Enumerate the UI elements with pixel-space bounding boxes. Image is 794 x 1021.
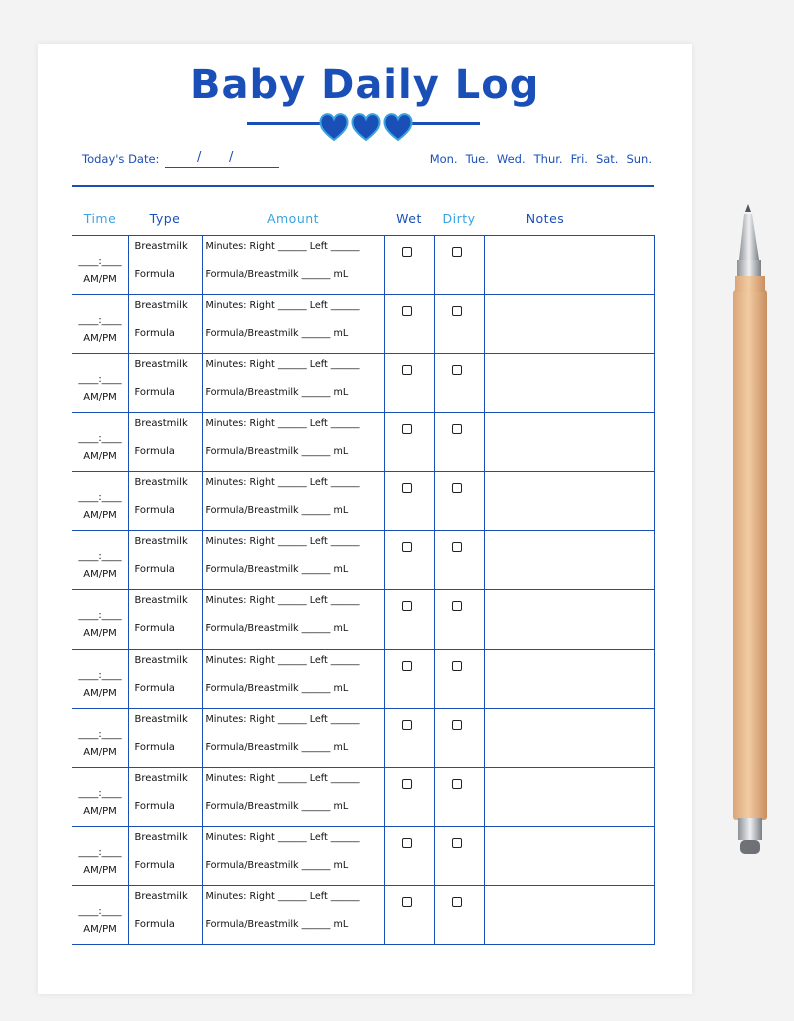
time-blank: ____:____ <box>78 551 122 563</box>
dirty-checkbox[interactable] <box>452 306 462 316</box>
wet-cell <box>384 354 434 413</box>
type-cell <box>128 708 202 767</box>
ml-line: Formula/Breastmilk ______ mL <box>205 387 349 399</box>
date-separator-1: / <box>197 150 202 165</box>
time-cell[interactable] <box>72 295 128 354</box>
amount-cell[interactable] <box>202 354 384 413</box>
column-header-wet: Wet <box>396 211 422 226</box>
ampm-label: AM/PM <box>83 864 117 876</box>
time-blank: ____:____ <box>78 669 122 681</box>
day-fri[interactable]: Fri. <box>570 152 588 166</box>
type-cell <box>128 767 202 826</box>
log-row <box>72 590 654 649</box>
log-row <box>72 767 654 826</box>
dirty-checkbox[interactable] <box>452 424 462 434</box>
time-blank: ____:____ <box>78 905 122 917</box>
type-breastmilk: Breastmilk <box>134 831 188 843</box>
feeding-log-table <box>72 235 655 945</box>
day-sun[interactable]: Sun. <box>626 152 652 166</box>
amount-cell[interactable] <box>202 531 384 590</box>
notes-cell[interactable] <box>484 767 654 826</box>
type-breastmilk: Breastmilk <box>134 300 188 312</box>
day-wed[interactable]: Wed. <box>496 152 526 166</box>
amount-cell[interactable] <box>202 885 384 944</box>
dirty-cell <box>434 472 484 531</box>
time-blank: ____:____ <box>78 610 122 622</box>
minutes-line: Minutes: Right ______ Left ______ <box>205 418 360 430</box>
ampm-label: AM/PM <box>83 628 117 640</box>
minutes-line: Minutes: Right ______ Left ______ <box>205 831 360 843</box>
dirty-checkbox[interactable] <box>452 779 462 789</box>
ampm-label: AM/PM <box>83 510 117 522</box>
time-cell[interactable] <box>72 413 128 472</box>
dirty-cell <box>434 708 484 767</box>
time-cell[interactable] <box>72 649 128 708</box>
wet-checkbox[interactable] <box>402 483 412 493</box>
ampm-label: AM/PM <box>83 805 117 817</box>
log-row <box>72 708 654 767</box>
wet-cell <box>384 236 434 295</box>
minutes-line: Minutes: Right ______ Left ______ <box>205 359 360 371</box>
notes-cell[interactable] <box>484 472 654 531</box>
type-cell <box>128 354 202 413</box>
time-cell[interactable] <box>72 885 128 944</box>
dirty-cell <box>434 413 484 472</box>
wet-checkbox[interactable] <box>402 247 412 257</box>
type-cell <box>128 413 202 472</box>
type-cell <box>128 885 202 944</box>
time-cell[interactable] <box>72 767 128 826</box>
ml-line: Formula/Breastmilk ______ mL <box>205 741 349 753</box>
notes-cell[interactable] <box>484 590 654 649</box>
column-header-dirty: Dirty <box>442 211 476 226</box>
day-thur[interactable]: Thur. <box>533 152 563 166</box>
type-breastmilk: Breastmilk <box>134 713 188 725</box>
type-cell <box>128 472 202 531</box>
dirty-checkbox[interactable] <box>452 247 462 257</box>
notes-cell[interactable] <box>484 354 654 413</box>
type-breastmilk: Breastmilk <box>134 595 188 607</box>
dirty-cell <box>434 767 484 826</box>
time-blank: ____:____ <box>78 315 122 327</box>
notes-cell[interactable] <box>484 826 654 885</box>
time-blank: ____:____ <box>78 492 122 504</box>
minutes-line: Minutes: Right ______ Left ______ <box>205 536 360 548</box>
log-row <box>72 413 654 472</box>
date-label: Today's Date: <box>82 152 160 166</box>
ampm-label: AM/PM <box>83 569 117 581</box>
notes-cell[interactable] <box>484 885 654 944</box>
dirty-cell <box>434 354 484 413</box>
wet-checkbox[interactable] <box>402 365 412 375</box>
wet-checkbox[interactable] <box>402 779 412 789</box>
log-row <box>72 649 654 708</box>
wet-cell <box>384 472 434 531</box>
time-cell[interactable] <box>72 826 128 885</box>
header-divider <box>72 185 654 187</box>
wet-cell <box>384 649 434 708</box>
notes-cell[interactable] <box>484 413 654 472</box>
dirty-checkbox[interactable] <box>452 483 462 493</box>
log-row <box>72 531 654 590</box>
dirty-cell <box>434 826 484 885</box>
dirty-cell <box>434 236 484 295</box>
minutes-line: Minutes: Right ______ Left ______ <box>205 654 360 666</box>
time-cell[interactable] <box>72 472 128 531</box>
time-cell[interactable] <box>72 590 128 649</box>
dirty-cell <box>434 885 484 944</box>
wet-checkbox[interactable] <box>402 720 412 730</box>
type-formula: Formula <box>134 564 175 576</box>
ml-line: Formula/Breastmilk ______ mL <box>205 446 349 458</box>
wet-cell <box>384 767 434 826</box>
type-formula: Formula <box>134 505 175 517</box>
minutes-line: Minutes: Right ______ Left ______ <box>205 713 360 725</box>
ampm-label: AM/PM <box>83 451 117 463</box>
hearts-icon <box>318 110 414 144</box>
type-formula: Formula <box>134 800 175 812</box>
wet-checkbox[interactable] <box>402 424 412 434</box>
ampm-label: AM/PM <box>83 333 117 345</box>
dirty-checkbox[interactable] <box>452 838 462 848</box>
type-breastmilk: Breastmilk <box>134 536 188 548</box>
time-cell[interactable] <box>72 708 128 767</box>
weekday-list <box>430 152 652 166</box>
dirty-cell <box>434 295 484 354</box>
type-breastmilk: Breastmilk <box>134 477 188 489</box>
date-row <box>82 150 652 170</box>
type-breastmilk: Breastmilk <box>134 890 188 902</box>
page-title: Baby Daily Log <box>190 62 540 108</box>
column-header-notes: Notes <box>525 211 565 226</box>
type-breastmilk: Breastmilk <box>134 772 188 784</box>
amount-cell[interactable] <box>202 236 384 295</box>
title-underline-left <box>247 122 322 125</box>
ml-line: Formula/Breastmilk ______ mL <box>205 505 349 517</box>
ml-line: Formula/Breastmilk ______ mL <box>205 623 349 635</box>
minutes-line: Minutes: Right ______ Left ______ <box>205 890 360 902</box>
time-cell[interactable] <box>72 236 128 295</box>
wet-cell <box>384 885 434 944</box>
ml-line: Formula/Breastmilk ______ mL <box>205 800 349 812</box>
ml-line: Formula/Breastmilk ______ mL <box>205 918 349 930</box>
notes-cell[interactable] <box>484 708 654 767</box>
type-cell <box>128 649 202 708</box>
dirty-checkbox[interactable] <box>452 365 462 375</box>
amount-cell[interactable] <box>202 826 384 885</box>
dirty-cell <box>434 531 484 590</box>
dirty-checkbox[interactable] <box>452 720 462 730</box>
wet-cell <box>384 708 434 767</box>
wet-cell <box>384 413 434 472</box>
minutes-line: Minutes: Right ______ Left ______ <box>205 300 360 312</box>
log-row <box>72 885 654 944</box>
type-formula: Formula <box>134 623 175 635</box>
wet-cell <box>384 590 434 649</box>
time-blank: ____:____ <box>78 433 122 445</box>
log-row <box>72 295 654 354</box>
notes-cell[interactable] <box>484 531 654 590</box>
notes-cell[interactable] <box>484 295 654 354</box>
wet-checkbox[interactable] <box>402 661 412 671</box>
amount-cell[interactable] <box>202 295 384 354</box>
dirty-cell <box>434 590 484 649</box>
wet-cell <box>384 826 434 885</box>
ampm-label: AM/PM <box>83 746 117 758</box>
amount-cell[interactable] <box>202 649 384 708</box>
type-cell <box>128 531 202 590</box>
time-cell[interactable] <box>72 531 128 590</box>
wet-cell <box>384 295 434 354</box>
day-mon[interactable]: Mon. <box>429 152 458 166</box>
column-header-type: Type <box>149 211 181 226</box>
type-breastmilk: Breastmilk <box>134 654 188 666</box>
type-formula: Formula <box>134 682 175 694</box>
type-breastmilk: Breastmilk <box>134 359 188 371</box>
type-formula: Formula <box>134 269 175 280</box>
ml-line: Formula/Breastmilk ______ mL <box>205 859 349 871</box>
type-cell <box>128 236 202 295</box>
log-row <box>72 354 654 413</box>
ampm-label: AM/PM <box>83 687 117 699</box>
type-formula: Formula <box>134 446 175 458</box>
wet-checkbox[interactable] <box>402 306 412 316</box>
dirty-checkbox[interactable] <box>452 661 462 671</box>
ml-line: Formula/Breastmilk ______ mL <box>205 564 349 576</box>
notes-cell[interactable] <box>484 236 654 295</box>
log-row <box>72 236 654 295</box>
minutes-line: Minutes: Right ______ Left ______ <box>205 477 360 489</box>
wet-checkbox[interactable] <box>402 897 412 907</box>
minutes-line: Minutes: Right ______ Left ______ <box>205 772 360 784</box>
ml-line: Formula/Breastmilk ______ mL <box>205 269 349 280</box>
type-formula: Formula <box>134 918 175 930</box>
column-header-amount: Amount <box>266 211 320 226</box>
type-formula: Formula <box>134 387 175 399</box>
time-blank: ____:____ <box>78 728 122 740</box>
type-formula: Formula <box>134 859 175 871</box>
time-blank: ____:____ <box>78 374 122 386</box>
minutes-line: Minutes: Right ______ Left ______ <box>205 241 360 252</box>
type-formula: Formula <box>134 741 175 753</box>
type-breastmilk: Breastmilk <box>134 241 188 252</box>
day-sat[interactable]: Sat. <box>595 152 619 166</box>
type-cell <box>128 295 202 354</box>
minutes-line: Minutes: Right ______ Left ______ <box>205 595 360 607</box>
date-field[interactable] <box>165 150 279 168</box>
time-cell[interactable] <box>72 354 128 413</box>
time-blank: ____:____ <box>78 846 122 858</box>
date-separator-2: / <box>229 150 234 165</box>
amount-cell[interactable] <box>202 472 384 531</box>
column-header-time: Time <box>83 211 117 226</box>
pencil-icon <box>720 200 780 870</box>
type-breastmilk: Breastmilk <box>134 418 188 430</box>
amount-cell[interactable] <box>202 590 384 649</box>
amount-cell[interactable] <box>202 708 384 767</box>
type-formula: Formula <box>134 328 175 340</box>
log-row <box>72 472 654 531</box>
type-cell <box>128 826 202 885</box>
dirty-checkbox[interactable] <box>452 542 462 552</box>
notes-cell[interactable] <box>484 649 654 708</box>
wet-checkbox[interactable] <box>402 601 412 611</box>
amount-cell[interactable] <box>202 767 384 826</box>
amount-cell[interactable] <box>202 413 384 472</box>
ampm-label: AM/PM <box>83 392 117 404</box>
dirty-checkbox[interactable] <box>452 601 462 611</box>
dirty-checkbox[interactable] <box>452 897 462 907</box>
day-tue[interactable]: Tue. <box>465 152 489 166</box>
ampm-label: AM/PM <box>83 274 117 285</box>
wet-checkbox[interactable] <box>402 542 412 552</box>
title-underline-right <box>410 122 480 125</box>
type-cell <box>128 590 202 649</box>
time-blank: ____:____ <box>78 787 122 799</box>
wet-cell <box>384 531 434 590</box>
log-row <box>72 826 654 885</box>
time-blank: ____:____ <box>78 256 122 267</box>
wet-checkbox[interactable] <box>402 838 412 848</box>
ml-line: Formula/Breastmilk ______ mL <box>205 682 349 694</box>
dirty-cell <box>434 649 484 708</box>
ampm-label: AM/PM <box>83 923 117 935</box>
ml-line: Formula/Breastmilk ______ mL <box>205 328 349 340</box>
